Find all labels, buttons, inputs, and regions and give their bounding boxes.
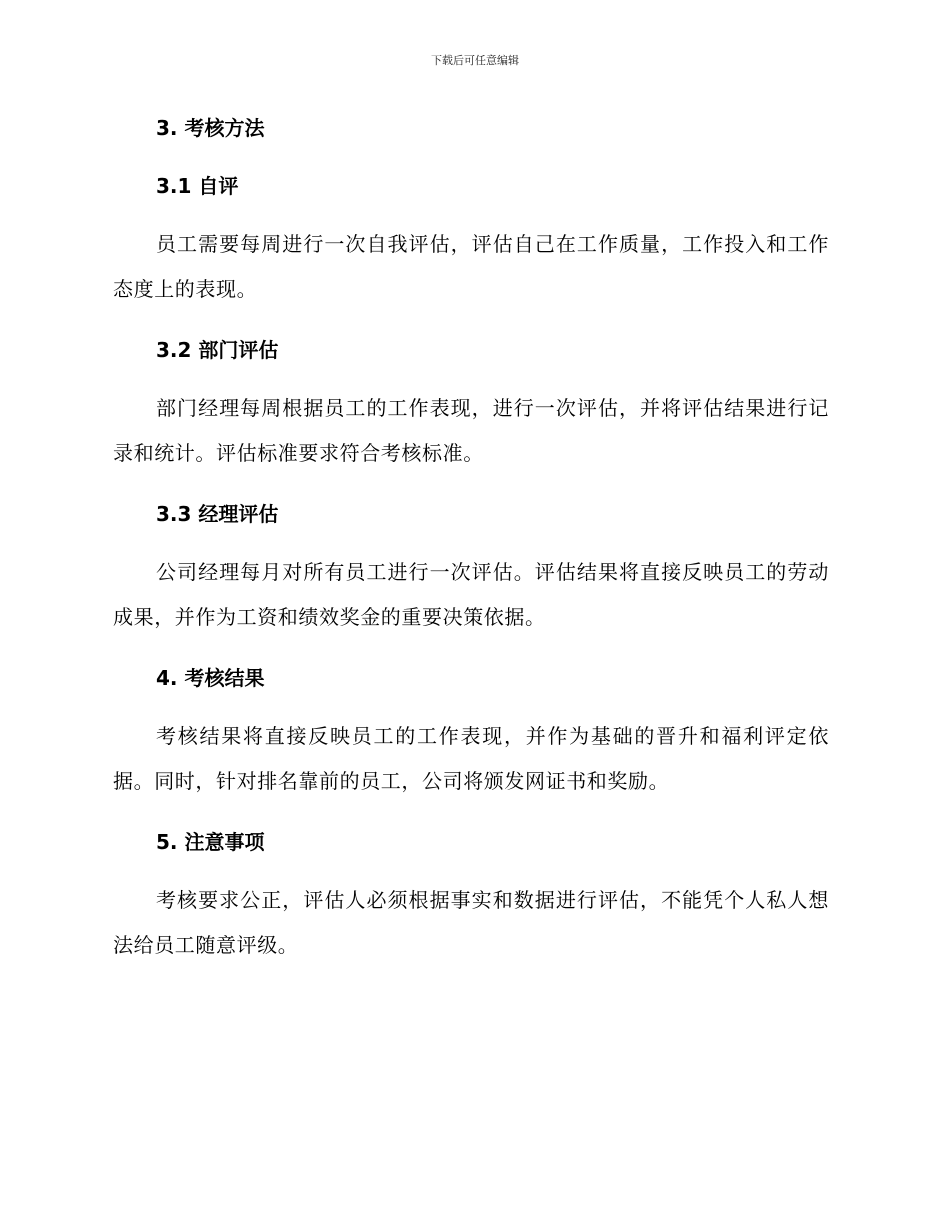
subsection-heading-department-review: 3.2 部门评估 <box>156 338 279 362</box>
paragraph-notes: 考核要求公正，评估人必须根据事实和数据进行评估，不能凭个人私人想法给员工随意评级。 <box>113 888 829 957</box>
section-heading-assessment-results: 4. 考核结果 <box>156 666 265 690</box>
subsection-heading-self-review: 3.1 自评 <box>156 174 239 198</box>
subsection-heading-manager-review: 3.3 经理评估 <box>156 502 279 526</box>
paragraph-department-review: 部门经理每周根据员工的工作表现，进行一次评估，并将评估结果进行记录和统计。评估标准要求符合考核标准。 <box>113 396 829 465</box>
page-header: 下载后可任意编辑 <box>431 54 519 67</box>
section-heading-notes: 5. 注意事项 <box>156 830 265 854</box>
section-heading-assessment-methods: 3. 考核方法 <box>156 116 265 140</box>
paragraph-assessment-results: 考核结果将直接反映员工的工作表现，并作为基础的晋升和福利评定依据。同时，针对排名靠前的员工，公司将颁发网证书和奖励。 <box>113 724 829 793</box>
paragraph-manager-review: 公司经理每月对所有员工进行一次评估。评估结果将直接反映员工的劳动成果，并作为工资和绩效奖金的重要决策依据。 <box>113 560 829 629</box>
paragraph-self-review: 员工需要每周进行一次自我评估，评估自己在工作质量，工作投入和工作态度上的表现。 <box>113 232 829 301</box>
document-body <box>113 108 829 968</box>
